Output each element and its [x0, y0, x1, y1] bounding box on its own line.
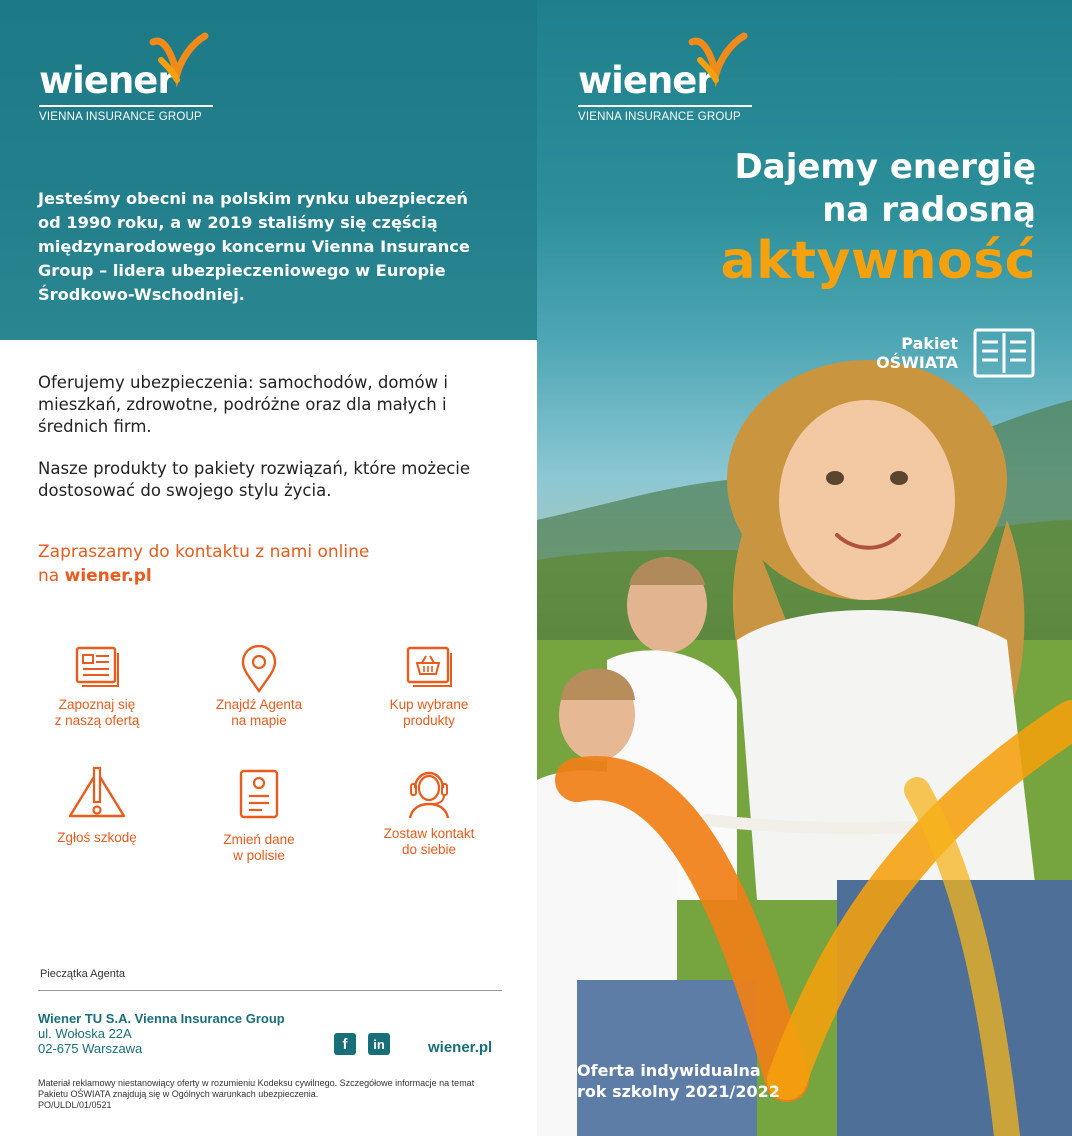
legal-line-2: Pakietu OŚWIATA znajdują się w Ogólnych warunkach ubezpieczenia.: [38, 1089, 319, 1099]
report-claim-item[interactable]: [22, 766, 172, 846]
claim-label: Zgłoś szkodę: [57, 830, 137, 845]
linkedin-icon[interactable]: in: [368, 1033, 390, 1055]
company-street: ul. Wołoska 22A: [38, 1026, 132, 1041]
policy-label-1: Zmień dane: [223, 832, 295, 847]
cover-logo-tagline: VIENNA INSURANCE GROUP: [578, 111, 741, 123]
find-agent-item[interactable]: [184, 645, 334, 729]
company-city: 02-675 Warszawa: [38, 1041, 143, 1056]
legal-line-3: PO/ULDL/01/0521: [38, 1100, 112, 1110]
wiener-logo: [39, 59, 213, 123]
contact-label-2: do siebie: [401, 842, 457, 857]
cover-wiener-logo: [578, 59, 752, 123]
website-link[interactable]: wiener.pl: [428, 1039, 493, 1056]
buy-label-1: Kup wybrane: [389, 697, 469, 712]
open-book-icon: [972, 327, 1036, 379]
package-label: Pakiet: [901, 334, 958, 353]
package-title: OŚWIATA: [876, 353, 958, 372]
logo-v-mark-icon: [147, 30, 211, 90]
online-contact-text: [38, 540, 498, 588]
shopping-basket-icon: [405, 645, 453, 689]
map-pin-icon: [239, 645, 279, 693]
logo-tagline: VIENNA INSURANCE GROUP: [39, 111, 202, 123]
offer-document-icon: [74, 645, 120, 689]
cover-logo-v-mark-icon: [686, 30, 750, 90]
contact-website-link[interactable]: wiener.pl: [64, 566, 152, 586]
cover-headline: [721, 146, 1036, 290]
offer-label-2: z naszą ofertą: [54, 713, 140, 728]
headline-accent: aktywność: [720, 231, 1036, 291]
warning-triangle-icon: [67, 766, 127, 820]
legal-line-1: Materiał reklamowy niestanowiący oferty w rozumieniu Kodeksu cywilnego. Szczegółowe informacje na temat: [38, 1078, 475, 1088]
contact-label-1: Zostaw kontakt: [383, 826, 475, 841]
cover-logo-wordmark: wiener: [578, 59, 714, 102]
headset-agent-icon: [404, 764, 454, 820]
contact-prefix: na: [38, 566, 60, 586]
package-name: [876, 334, 958, 372]
company-address: [38, 1011, 285, 1056]
cover-panel: [537, 0, 1072, 1136]
offer-item[interactable]: [22, 645, 172, 729]
offer-line-2: rok szkolny 2021/2022: [577, 1082, 780, 1101]
cover-logo-underline: [578, 105, 752, 107]
agent-stamp-label: Pieczątka Agenta: [40, 968, 126, 980]
products-paragraph: Oferujemy ubezpieczenia: samochodów, domów i mieszkań, zdrowotne, podróżne oraz dla małych i średnich firm.: [38, 373, 448, 436]
headline-line-2: na radosną: [822, 190, 1036, 230]
find-agent-label-1: Znajdź Agenta: [215, 697, 303, 712]
headline-line-1: Dajemy energię: [734, 147, 1036, 187]
change-policy-item[interactable]: [184, 768, 334, 864]
logo-underline: [39, 105, 213, 107]
packages-paragraph: Nasze produkty to pakiety rozwiązań, które możecie dostosować do swojego stylu życia.: [38, 459, 471, 500]
find-agent-label-2: na mapie: [231, 713, 287, 728]
buy-products-item[interactable]: [354, 645, 504, 729]
stamp-divider: [38, 990, 502, 991]
left-header-panel: [0, 0, 537, 340]
buy-label-2: produkty: [403, 713, 455, 728]
company-name: Wiener TU S.A. Vienna Insurance Group: [38, 1011, 285, 1026]
contact-invite: Zapraszamy do kontaktu z nami online: [38, 542, 370, 562]
leave-contact-item[interactable]: [354, 764, 504, 858]
policy-document-icon: [238, 768, 280, 820]
offer-label-1: Zapoznaj się: [58, 697, 136, 712]
offer-line-1: Oferta indywidualna: [577, 1061, 761, 1080]
intro-text: Jesteśmy obecni na polskim rynku ubezpieczeń od 1990 roku, a w 2019 staliśmy się częścią międzynarodowego koncernu Vienna Insurance Group – lidera ubezpieczeniowego w Europie Środkowo-Wschodniej.: [38, 189, 470, 304]
legal-disclaimer: [38, 1078, 508, 1111]
policy-label-2: w polisie: [233, 848, 285, 863]
facebook-icon[interactable]: f: [334, 1033, 356, 1055]
offer-caption: [577, 1060, 780, 1102]
logo-wordmark: wiener: [39, 59, 175, 102]
